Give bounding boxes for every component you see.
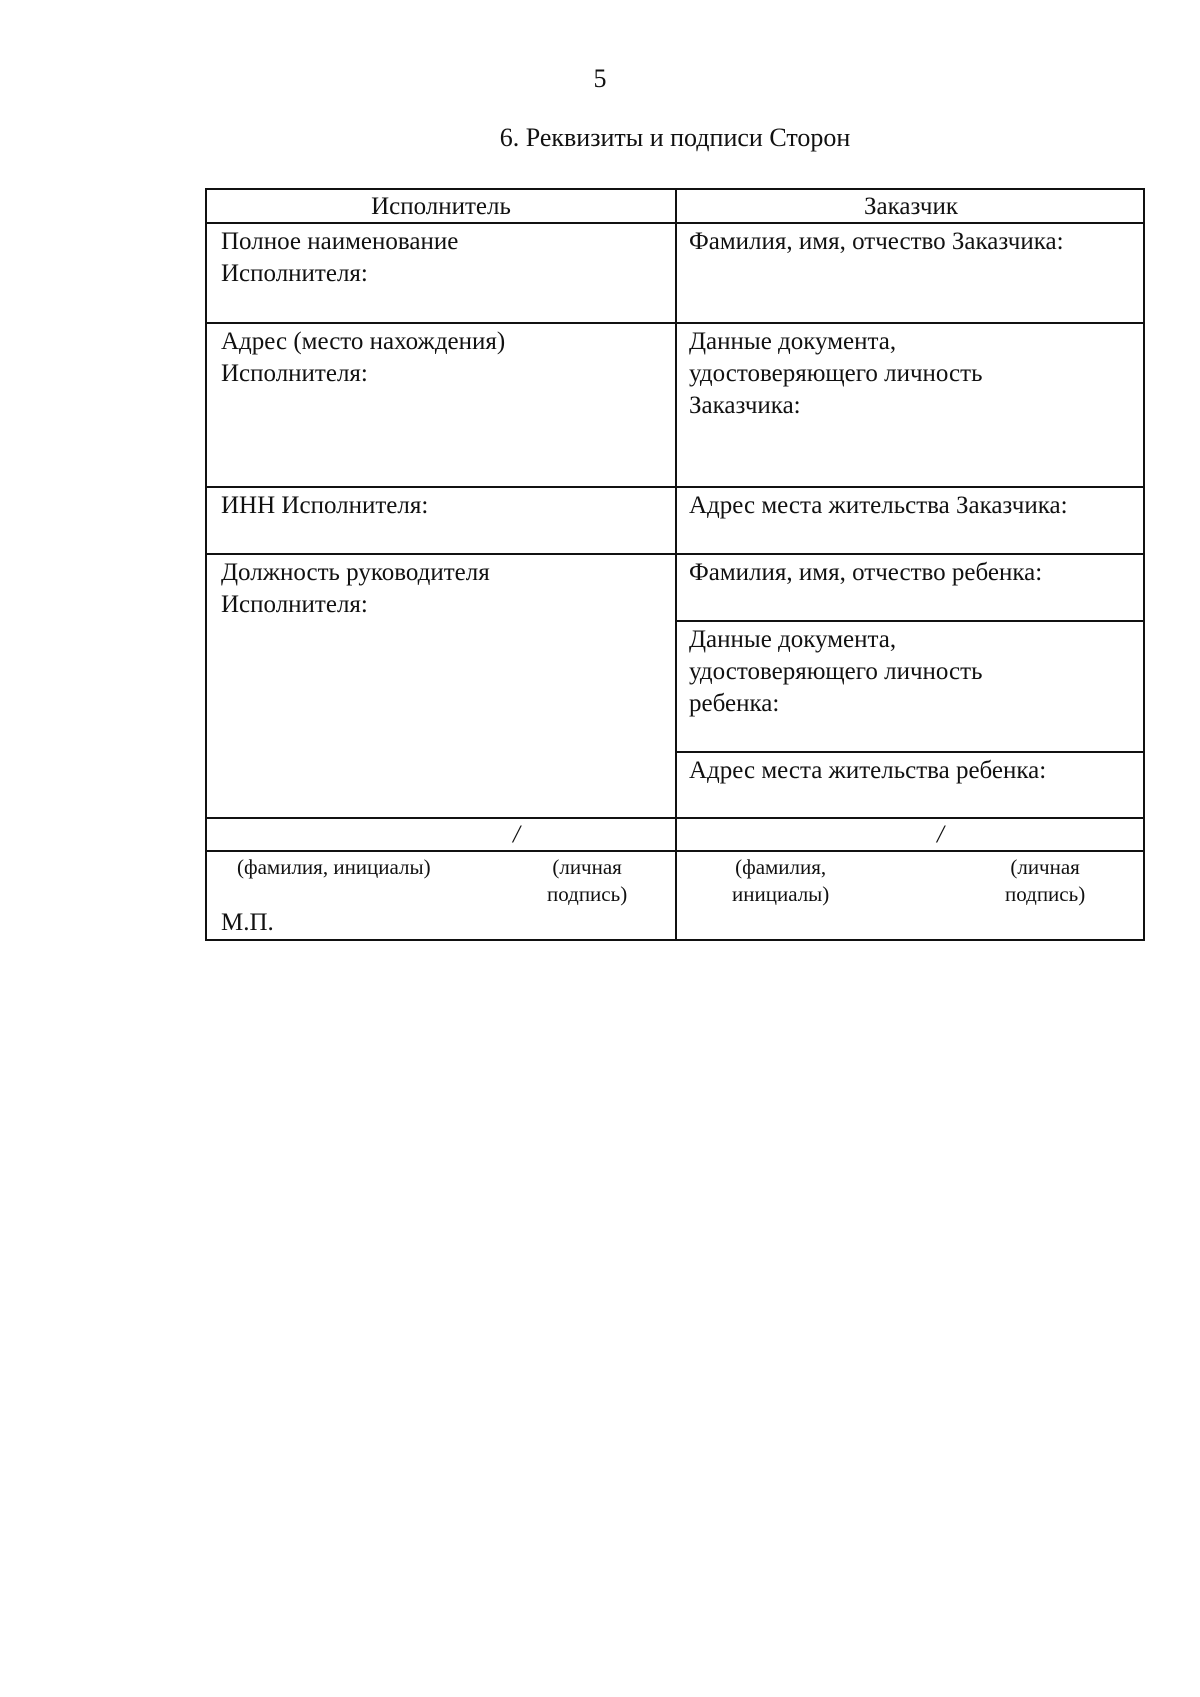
section-title: 6. Реквизиты и подписи Сторон	[499, 123, 851, 152]
row-divider	[207, 817, 1143, 819]
row-divider	[207, 486, 1143, 488]
row-divider	[207, 322, 1143, 324]
child-residence-field: Адрес места жительства ребенка:	[689, 757, 1047, 784]
requisites-table	[205, 188, 1145, 941]
column-divider	[675, 190, 677, 939]
row-divider	[207, 222, 1143, 224]
row-divider	[207, 850, 1143, 852]
customer-name-caption: (фамилия, инициалы)	[732, 855, 830, 906]
header-customer: Заказчик	[864, 193, 958, 220]
page-number: 5	[593, 64, 607, 93]
header-executor: Исполнитель	[371, 193, 511, 220]
customer-signature-slash: /	[937, 821, 944, 848]
stamp-label: М.П.	[221, 909, 274, 936]
child-name-field: Фамилия, имя, отчество ребенка:	[689, 559, 1043, 586]
customer-full-name-field: Фамилия, имя, отчество Заказчика:	[689, 228, 1064, 255]
executor-full-name-field: Полное наименование Исполнителя:	[221, 228, 459, 287]
executor-head-position-field: Должность руководителя Исполнителя:	[221, 559, 490, 618]
row-divider	[207, 553, 1143, 555]
executor-signature-caption: (личная подпись)	[547, 855, 628, 906]
customer-signature-caption: (личная подпись)	[1005, 855, 1086, 906]
executor-inn-field: ИНН Исполнителя:	[221, 492, 429, 519]
executor-signature-slash: /	[513, 821, 520, 848]
customer-id-document-field: Данные документа, удостоверяющего личность Заказчика:	[689, 328, 983, 419]
executor-name-caption: (фамилия, инициалы)	[237, 855, 431, 879]
customer-residence-field: Адрес места жительства Заказчика:	[689, 492, 1068, 519]
row-divider	[675, 751, 1143, 753]
executor-address-field: Адрес (место нахождения) Исполнителя:	[221, 328, 506, 387]
row-divider	[675, 620, 1143, 622]
child-document-field: Данные документа, удостоверяющего личность ребенка:	[689, 626, 983, 717]
